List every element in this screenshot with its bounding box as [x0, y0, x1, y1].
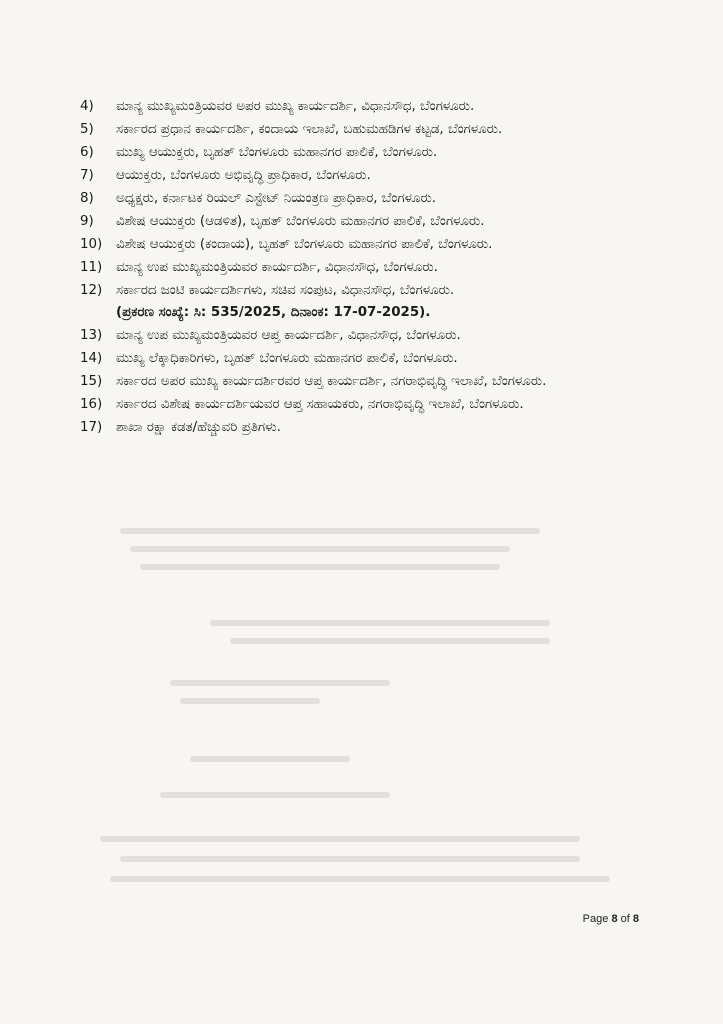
item-number: 5)	[80, 122, 94, 137]
item-number: 7)	[80, 168, 94, 183]
item-number: 14)	[80, 351, 103, 366]
item-number: 12)	[80, 283, 103, 298]
list-item	[80, 394, 640, 416]
list-item	[80, 257, 640, 279]
list-item	[80, 119, 640, 141]
item-text: ಆಯುಕ್ತರು, ಬೆಂಗಳೂರು ಅಭಿವೃದ್ಧಿ ಪ್ರಾಧಿಕಾರ, ಬೆಂಗಳೂರು.	[116, 168, 371, 183]
item-number: 13)	[80, 328, 103, 343]
list-item	[80, 280, 640, 324]
item-text: ಸರ್ಕಾರದ ವಿಶೇಷ ಕಾರ್ಯದರ್ಶಿಯವರ ಆಪ್ತ ಸಹಾಯಕರು, ನಗರಾಭಿವೃದ್ಧಿ ಇಲಾಖೆ, ಬೆಂಗಳೂರು.	[116, 397, 524, 412]
item-text: ಸರ್ಕಾರದ ಪ್ರಧಾನ ಕಾರ್ಯದರ್ಶಿ, ಕಂದಾಯ ಇಲಾಖೆ, ಬಹುಮಹಡಿಗಳ ಕಟ್ಟಡ, ಬೆಂಗಳೂರು.	[116, 122, 503, 137]
page-total: 8	[632, 913, 639, 925]
item-number: 16)	[80, 397, 103, 412]
item-text: ಮಾನ್ಯ ಮುಖ್ಯಮಂತ್ರಿಯವರ ಅಪರ ಮುಖ್ಯ ಕಾರ್ಯದರ್ಶಿ, ವಿಧಾನಸೌಧ, ಬೆಂಗಳೂರು.	[116, 99, 475, 114]
list-item	[80, 165, 640, 187]
item-number: 11)	[80, 260, 103, 275]
list-item	[80, 96, 640, 118]
list-item	[80, 234, 640, 256]
list-item	[80, 417, 640, 439]
item-text: ವಿಶೇಷ ಆಯುಕ್ತರು (ಕಂದಾಯ), ಬೃಹತ್ ಬೆಂಗಳೂರು ಮಹಾನಗರ ಪಾಲಿಕೆ, ಬೆಂಗಳೂರು.	[116, 237, 493, 252]
bleed-through-text	[100, 520, 620, 940]
item-number: 9)	[80, 214, 94, 229]
item-text: ಮಾನ್ಯ ಉಪ ಮುಖ್ಯಮಂತ್ರಿಯವರ ಆಪ್ತ ಕಾರ್ಯದರ್ಶಿ, ವಿಧಾನಸೌಧ, ಬೆಂಗಳೂರು.	[116, 328, 461, 343]
item-number: 15)	[80, 374, 103, 389]
page-number	[583, 913, 639, 925]
item-number: 10)	[80, 237, 103, 252]
page-current: 8	[611, 913, 618, 925]
list-item	[80, 325, 640, 347]
list-item	[80, 142, 640, 164]
page-of: of	[620, 913, 630, 925]
list-item	[80, 188, 640, 210]
item-number: 4)	[80, 99, 94, 114]
page-word: Page	[582, 913, 609, 925]
item-number: 17)	[80, 420, 103, 435]
item-number: 8)	[80, 191, 94, 206]
list-item	[80, 211, 640, 233]
case-reference: (ಪ್ರಕರಣ ಸಂಖ್ಯೆ: ಸಿ: 535/2025, ದಿನಾಂಕ: 17-07-2025).	[116, 305, 431, 320]
item-text: ಮುಖ್ಯ ಲೆಕ್ಕಾಧಿಕಾರಿಗಳು, ಬೃಹತ್ ಬೆಂಗಳೂರು ಮಹಾನಗರ ಪಾಲಿಕೆ, ಬೆಂಗಳೂರು.	[116, 351, 458, 366]
item-text: ಸರ್ಕಾರದ ಅಪರ ಮುಖ್ಯ ಕಾರ್ಯದರ್ಶಿರವರ ಆಪ್ತ ಕಾರ್ಯದರ್ಶಿ, ನಗರಾಭಿವೃದ್ಧಿ ಇಲಾಖೆ, ಬೆಂಗಳೂರು.	[116, 374, 547, 389]
list-item	[80, 371, 640, 393]
item-text: ಮಾನ್ಯ ಉಪ ಮುಖ್ಯಮಂತ್ರಿಯವರ ಕಾರ್ಯದರ್ಶಿ, ವಿಧಾನಸೌಧ, ಬೆಂಗಳೂರು.	[116, 260, 438, 275]
list-item	[80, 348, 640, 370]
item-number: 6)	[80, 145, 94, 160]
item-text-main: ಸರ್ಕಾರದ ಜಂಟಿ ಕಾರ್ಯದರ್ಶಿಗಳು, ಸಚಿವ ಸಂಪುಟ, ವಿಧಾನಸೌಧ, ಬೆಂಗಳೂರು.	[116, 283, 455, 298]
item-text: ಶಾಖಾ ರಕ್ಷಾ ಕಡತ/ಹೆಚ್ಚುವರಿ ಪ್ರತಿಗಳು.	[116, 420, 281, 435]
item-text: ಮುಖ್ಯ ಆಯುಕ್ತರು, ಬೃಹತ್ ಬೆಂಗಳೂರು ಮಹಾನಗರ ಪಾಲಿಕೆ, ಬೆಂಗಳೂರು.	[116, 145, 438, 160]
item-text	[116, 280, 640, 324]
item-text: ವಿಶೇಷ ಆಯುಕ್ತರು (ಆಡಳಿತ), ಬೃಹತ್ ಬೆಂಗಳೂರು ಮಹಾನಗರ ಪಾಲಿಕೆ, ಬೆಂಗಳೂರು.	[116, 214, 485, 229]
recipient-list	[80, 96, 640, 439]
item-text: ಅಧ್ಯಕ್ಷರು, ಕರ್ನಾಟಕ ರಿಯಲ್ ಎಸ್ಟೇಟ್ ನಿಯಂತ್ರಣ ಪ್ರಾಧಿಕಾರ, ಬೆಂಗಳೂರು.	[116, 191, 437, 206]
